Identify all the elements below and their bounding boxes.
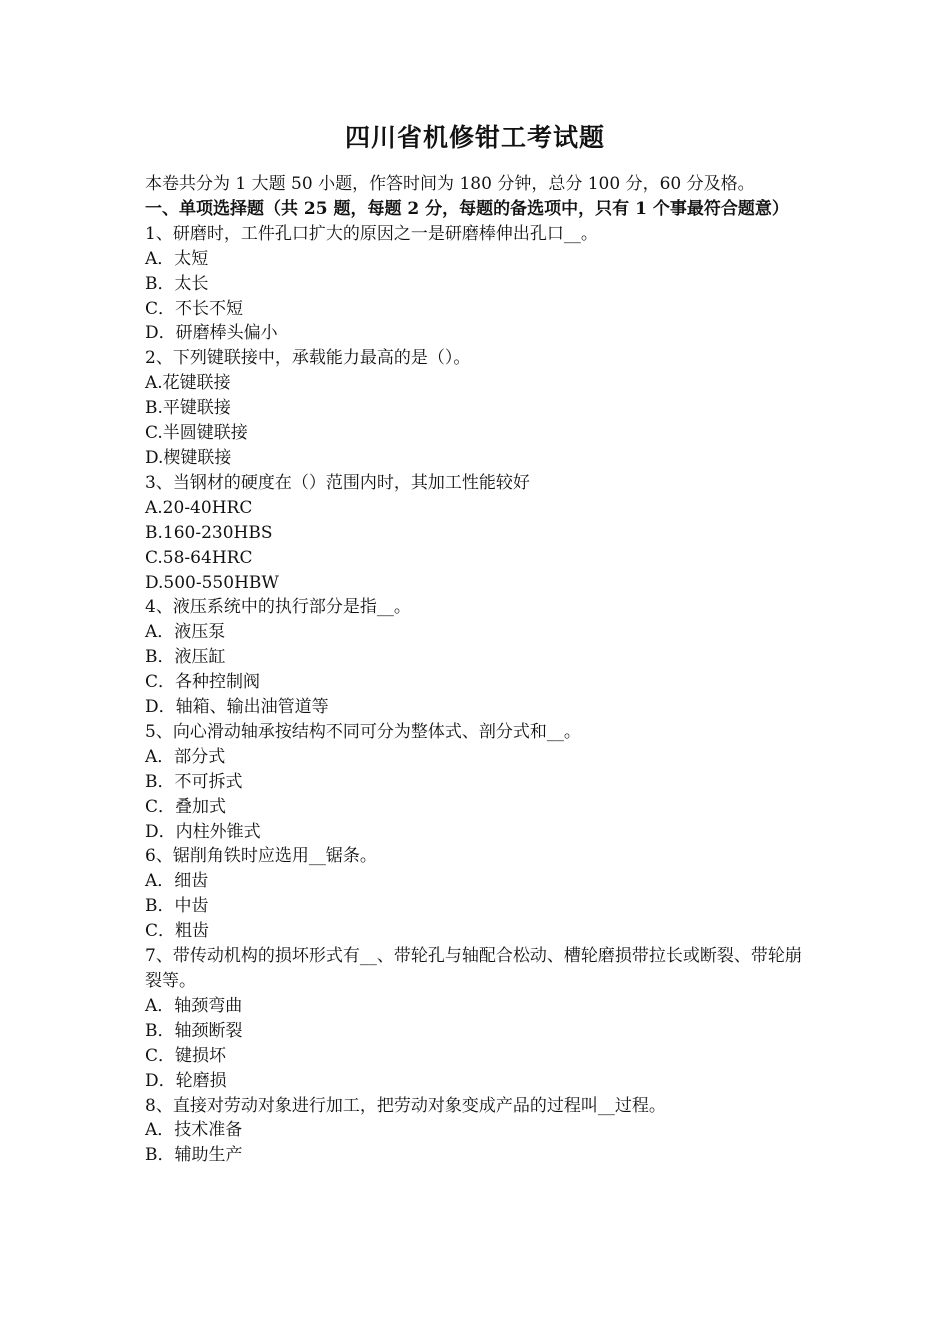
option-c: C．粗齿 — [145, 921, 210, 942]
option-c: C．各种控制阀 — [145, 672, 261, 693]
option-b: B．液压缸 — [145, 647, 226, 668]
option-a: A.花键联接 — [145, 373, 231, 394]
option-b: B.160-230HBS — [145, 522, 273, 543]
question-2 — [145, 346, 810, 471]
option-b: B．中齿 — [145, 896, 209, 917]
option-b: B．太长 — [145, 273, 209, 294]
option-d: D.楔键联接 — [145, 447, 232, 468]
option-a: A.20-40HRC — [145, 497, 253, 518]
option-b: B.平键联接 — [145, 398, 231, 419]
page-title: 四川省机修钳工考试题 — [344, 123, 605, 152]
question-stem: 1、研磨时，工件孔口扩大的原因之一是研磨棒伸出孔口__。 — [145, 223, 598, 244]
question-stem: 6、锯削角铁时应选用__锯条。 — [145, 846, 377, 867]
option-a: A．部分式 — [145, 746, 226, 767]
option-d: D．研磨棒头偏小 — [145, 323, 278, 344]
option-a: A．液压泵 — [145, 622, 226, 643]
option-a: A．轴颈弯曲 — [145, 995, 243, 1016]
option-b: B．轴颈断裂 — [145, 1020, 243, 1041]
question-1 — [145, 222, 810, 347]
option-d: D．内柱外锥式 — [145, 821, 261, 842]
intro-text: 本卷共分为 1 大题 50 小题，作答时间为 180 分钟，总分 100 分，60 分及格。 — [145, 174, 755, 194]
option-b: B．不可拆式 — [145, 771, 243, 792]
option-b: B．辅助生产 — [145, 1145, 243, 1166]
question-stem: 3、当钢材的硬度在（）范围内时，其加工性能较好 — [145, 472, 530, 493]
question-5 — [145, 720, 810, 845]
option-d: D．轮磨损 — [145, 1070, 227, 1091]
question-6 — [145, 844, 810, 944]
option-c: C.半圆键联接 — [145, 423, 248, 444]
question-8 — [145, 1094, 810, 1169]
document-body — [145, 172, 810, 1168]
option-a: A．细齿 — [145, 871, 209, 892]
option-d: D．轴箱、输出油管道等 — [145, 697, 329, 718]
option-c: C.58-64HRC — [145, 547, 253, 568]
option-c: C．键损坏 — [145, 1045, 227, 1066]
question-stem: 5、向心滑动轴承按结构不同可分为整体式、剖分式和__。 — [145, 721, 581, 742]
section-heading: 一、单项选择题（共 25 题，每题 2 分，每题的备选项中，只有 1 个事最符合题意） — [145, 198, 789, 219]
option-d: D.500-550HBW — [145, 572, 279, 593]
question-stem: 2、下列键联接中，承载能力最高的是（）。 — [145, 348, 471, 369]
option-a: A．技术准备 — [145, 1120, 243, 1141]
option-c: C．叠加式 — [145, 796, 227, 817]
option-a: A．太短 — [145, 248, 209, 269]
question-stem: 7、带传动机构的损坏形式有__、带轮孔与轴配合松动、槽轮磨损带拉长或断裂、带轮崩裂等。 — [145, 946, 802, 991]
option-c: C．不长不短 — [145, 298, 244, 319]
question-stem: 4、液压系统中的执行部分是指__。 — [145, 597, 411, 618]
question-stem: 8、直接对劳动对象进行加工，把劳动对象变成产品的过程叫__过程。 — [145, 1095, 666, 1116]
question-3 — [145, 471, 810, 596]
question-4 — [145, 595, 810, 720]
question-7 — [145, 944, 810, 1093]
